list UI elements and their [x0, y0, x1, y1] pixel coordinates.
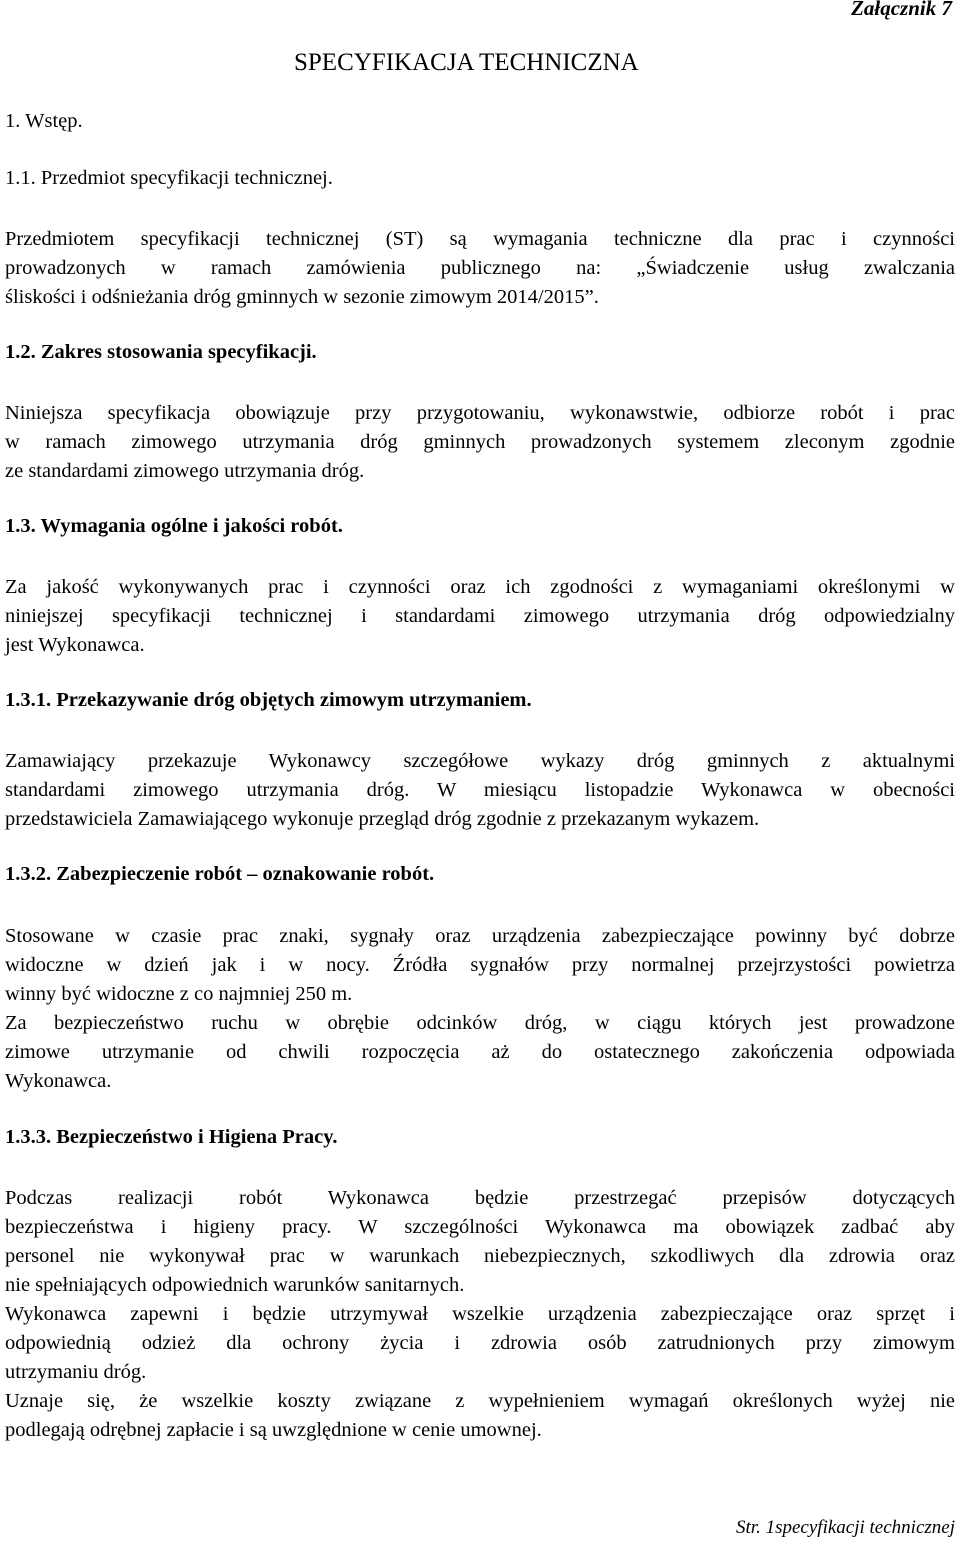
text-line: widoczne w dzień jak i w nocy. Źródła sygnałów przy normalnej przejrzystości powietrza: [5, 954, 955, 976]
paragraph-1-3-1: [5, 747, 955, 834]
text-line: Uznaje się, że wszelkie koszty związane z wypełnieniem wymagań określonych wyżej nie: [5, 1390, 955, 1412]
text-line: bezpieczeństwa i higieny pracy. W szczególności Wykonawca ma obowiązek zadbać aby: [5, 1216, 955, 1238]
text-line: personel nie wykonywał prac w warunkach niebezpiecznych, szkodliwych dla zdrowia oraz: [5, 1245, 955, 1267]
text-line: śliskości i odśnieżania dróg gminnych w sezonie zimowym 2014/2015”.: [5, 286, 599, 308]
text-line: podlegają odrębnej zapłacie i są uwzględnione w cenie umownej.: [5, 1419, 542, 1441]
paragraph-1-1: [5, 225, 955, 312]
text-line: Niniejsza specyfikacja obowiązuje przy przygotowaniu, wykonawstwie, odbiorze robót i prac: [5, 402, 955, 424]
text-line: Podczas realizacji robót Wykonawca będzie przestrzegać przepisów dotyczących: [5, 1187, 955, 1209]
text-line: Wykonawca zapewni i będzie utrzymywał wszelkie urządzenia zabezpieczające oraz sprzęt i: [5, 1303, 955, 1325]
paragraph-1-3-2-b: [5, 1009, 955, 1096]
text-line: Za jakość wykonywanych prac i czynności oraz ich zgodności z wymaganiami określonymi w: [5, 576, 955, 598]
text-line: Stosowane w czasie prac znaki, sygnały oraz urządzenia zabezpieczające powinny być dobrze: [5, 925, 955, 947]
paragraph-1-3-3-a: [5, 1184, 955, 1300]
text-line: nie spełniających odpowiednich warunków sanitarnych.: [5, 1274, 465, 1296]
paragraph-1-2: [5, 399, 955, 486]
paragraph-1-3-3-b: [5, 1300, 955, 1387]
text-line: ze standardami zimowego utrzymania dróg.: [5, 460, 365, 482]
text-line: zimowe utrzymanie od chwili rozpoczęcia aż do ostatecznego zakończenia odpowiada: [5, 1041, 955, 1063]
text-line: Zamawiający przekazuje Wykonawcy szczegółowe wykazy dróg gminnych z aktualnymi: [5, 750, 955, 772]
text-line: niniejszej specyfikacji technicznej i standardami zimowego utrzymania dróg odpowiedzialny: [5, 605, 955, 627]
text-line: Wykonawca.: [5, 1070, 112, 1092]
section-heading-1: 1. Wstęp.: [5, 110, 83, 132]
section-heading-1-3-1: 1.3.1. Przekazywanie dróg objętych zimowym utrzymaniem.: [5, 689, 532, 711]
text-line: przedstawiciela Zamawiającego wykonuje przegląd dróg zgodnie z przekazanym wykazem.: [5, 808, 760, 830]
section-heading-1-2: 1.2. Zakres stosowania specyfikacji.: [5, 341, 317, 363]
text-line: standardami zimowego utrzymania dróg. W miesiącu listopadzie Wykonawca w obecności: [5, 779, 955, 801]
paragraph-1-3-3-c: [5, 1387, 955, 1445]
section-heading-1-3-2: 1.3.2. Zabezpieczenie robót – oznakowanie robót.: [5, 863, 435, 885]
section-heading-1-3: 1.3. Wymagania ogólne i jakości robót.: [5, 515, 343, 537]
text-line: Za bezpieczeństwo ruchu w obrębie odcinków dróg, w ciągu których jest prowadzone: [5, 1012, 955, 1034]
paragraph-1-3: [5, 573, 955, 660]
annex-label: Załącznik 7: [851, 0, 952, 20]
text-line: winny być widoczne z co najmniej 250 m.: [5, 983, 353, 1005]
text-line: Przedmiotem specyfikacji technicznej (ST) są wymagania techniczne dla prac i czynności: [5, 228, 955, 250]
section-heading-1-3-3: 1.3.3. Bezpieczeństwo i Higiena Pracy.: [5, 1126, 338, 1148]
text-line: odpowiednią odzież dla ochrony życia i zdrowia osób zatrudnionych przy zimowym: [5, 1332, 955, 1354]
section-heading-1-1: 1.1. Przedmiot specyfikacji technicznej.: [5, 167, 333, 189]
paragraph-1-3-2-a: [5, 922, 955, 1009]
text-line: w ramach zimowego utrzymania dróg gminnych prowadzonych systemem zleconym zgodnie: [5, 431, 955, 453]
text-line: prowadzonych w ramach zamówienia publicznego na: „Świadczenie usług zwalczania: [5, 257, 955, 279]
page-footer: Str. 1specyfikacji technicznej: [736, 1517, 955, 1538]
text-line: jest Wykonawca.: [5, 634, 145, 656]
text-line: utrzymaniu dróg.: [5, 1361, 147, 1383]
document-title: SPECYFIKACJA TECHNICZNA: [294, 49, 639, 76]
